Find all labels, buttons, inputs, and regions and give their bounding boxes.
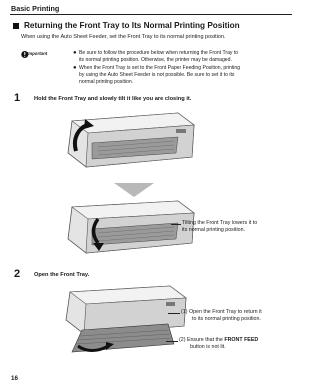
callout-tilting: [182, 220, 257, 234]
section-title-text: Returning the Front Tray to Its Normal Printing Position: [24, 21, 240, 30]
printer-illustration-2: [58, 197, 198, 261]
note-line: Be sure to follow the procedure below when returning the Front Tray to: [79, 50, 239, 56]
intro-text: When using the Auto Sheet Feeder, set the Front Tray to its normal printing position.: [21, 34, 226, 40]
step-text: Hold the Front Tray and slowly tilt it like you are closing it.: [34, 96, 192, 102]
callout-line: its normal printing position.: [182, 227, 246, 233]
note-line: its normal printing position. Otherwise, the printer may be damaged.: [79, 57, 232, 63]
printer-illustration-1: [58, 107, 198, 173]
callout-open: [181, 309, 262, 323]
bullet-dot-icon: ●: [73, 65, 77, 71]
running-header: Basic Printing: [11, 4, 60, 13]
important-note-2: [73, 65, 291, 86]
note-line: normal printing position.: [79, 79, 134, 85]
section-title: [13, 21, 240, 30]
down-arrow-icon: [114, 183, 154, 197]
step-number: 1: [14, 92, 21, 104]
important-label: Important: [27, 51, 48, 56]
callout-ensure: [179, 337, 258, 351]
bullet-dot-icon: ●: [73, 50, 77, 56]
callout-line: button is not lit.: [190, 344, 226, 350]
callout-line: Tilting the Front Tray lowers it to: [182, 220, 258, 226]
header-rule: [10, 14, 292, 15]
front-feed-label: FRONT FEED: [224, 337, 259, 343]
page-number: 16: [11, 375, 18, 382]
important-note-1: [73, 50, 291, 64]
printer-illustration-3: [58, 284, 188, 354]
note-line: by using the Auto Sheet Feeder is not possible. Be sure to set it to its: [79, 72, 235, 78]
leader-line: [171, 224, 181, 225]
leader-line: [166, 341, 178, 342]
note-line: When the Front Tray is set to the Front Paper Feeding Position, printing: [79, 65, 241, 71]
step-text: Open the Front Tray.: [34, 272, 90, 278]
callout-line: [179, 337, 258, 344]
step-number: 2: [14, 268, 21, 280]
square-bullet-icon: [13, 23, 19, 29]
callout-text: (2) Ensure that the: [179, 337, 223, 343]
callout-line: to its normal printing position.: [192, 316, 261, 322]
callout-line: (1) Open the Front Tray to return it: [181, 309, 262, 315]
leader-line: [168, 313, 180, 314]
